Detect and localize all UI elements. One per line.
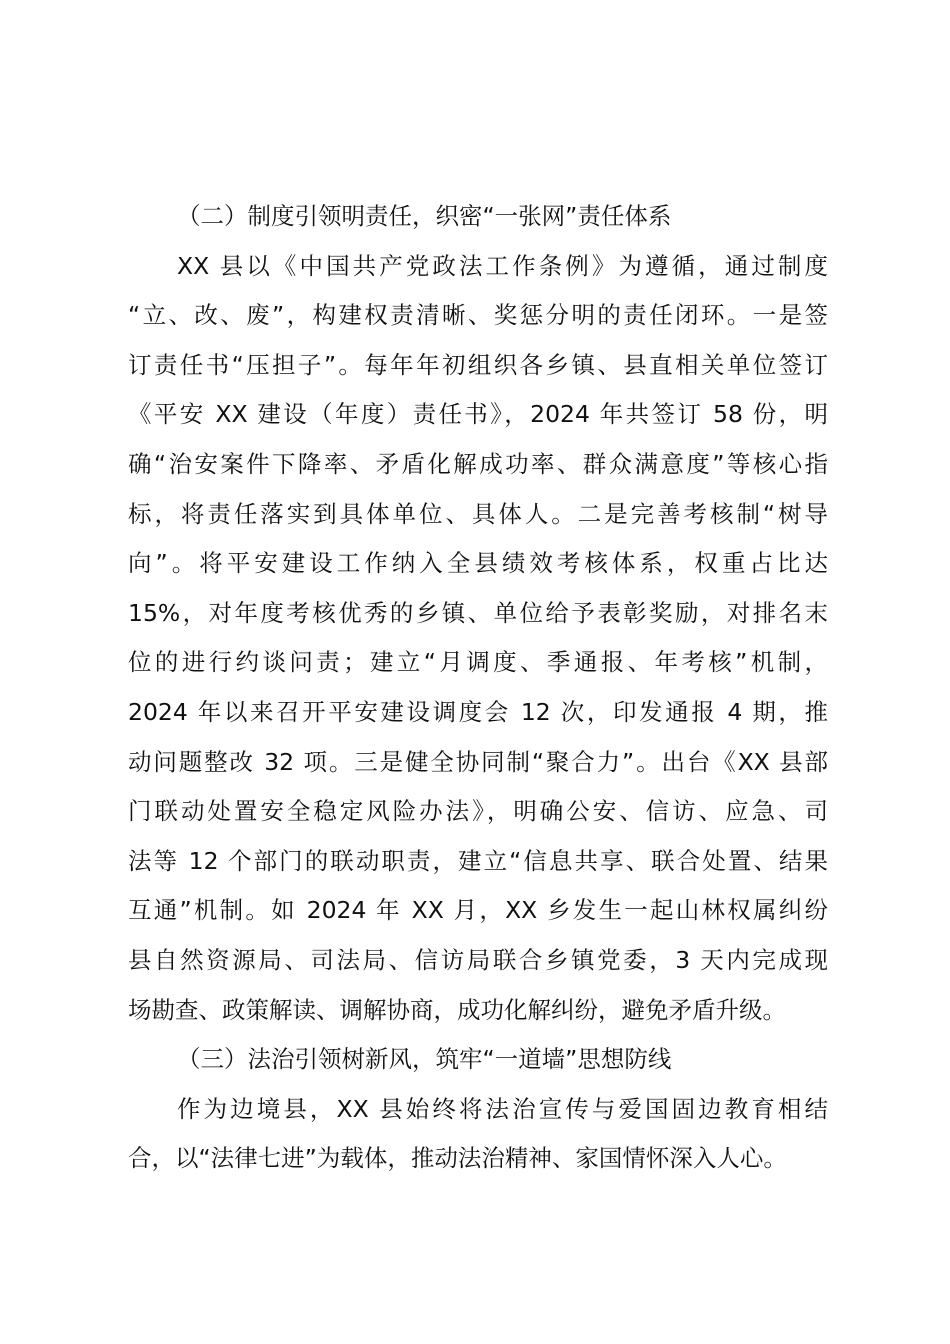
paragraph-line: 确“治安案件下降率、矛盾化解成功率、群众满意度”等核心指 [128, 449, 828, 478]
paragraph-line: 合，以“法律七进”为载体，推动法治精神、家国情怀深入人心。 [128, 1144, 787, 1173]
paragraph-line: 动问题整改 32 项。三是健全协同制“聚合力”。出台《XX 县部 [128, 747, 828, 776]
paragraph-line: 县自然资源局、司法局、信访局联合乡镇党委，3 天内完成现 [128, 945, 828, 974]
paragraph-line: 作为边境县，XX 县始终将法治宣传与爱国固边教育相结 [177, 1094, 828, 1123]
paragraph-line: 位的进行约谈问责；建立“月调度、季通报、年考核”机制， [128, 648, 828, 677]
paragraph-line: 门联动处置安全稳定风险办法》，明确公安、信访、应急、司 [128, 797, 828, 826]
paragraph-line: 标，将责任落实到具体单位、具体人。二是完善考核制“树导 [128, 499, 828, 528]
paragraph-line: 互通”机制。如 2024 年 XX 月，XX 乡发生一起山林权属纠纷 [128, 896, 828, 925]
document-page [128, 192, 828, 1184]
paragraph-line: 订责任书“压担子”。每年年初组织各乡镇、县直相关单位签订 [128, 350, 828, 379]
paragraph-line: 法等 12 个部门的联动职责，建立“信息共享、联合处置、结果 [128, 846, 828, 875]
section-heading-3: （三）法治引领树新风，筑牢“一道墙”思想防线 [177, 1045, 672, 1074]
paragraph-line: “立、改、废”，构建权责清晰、奖惩分明的责任闭环。一是签 [128, 301, 828, 330]
paragraph-line: 2024 年以来召开平安建设调度会 12 次，印发通报 4 期，推 [128, 697, 828, 726]
section-heading-2: （二）制度引领明责任，织密“一张网”责任体系 [177, 202, 672, 230]
paragraph-line: XX 县以《中国共产党政法工作条例》为遵循，通过制度 [177, 251, 828, 280]
paragraph-line: 场勘查、政策解读、调解协商，成功化解纠纷，避免矛盾升级。 [128, 995, 786, 1024]
paragraph-line: 向”。将平安建设工作纳入全县绩效考核体系，权重占比达 [128, 549, 828, 578]
paragraph-line: 《平安 XX 建设（年度）责任书》，2024 年共签订 58 份，明 [128, 400, 828, 429]
paragraph-line: 15%，对年度考核优秀的乡镇、单位给予表彰奖励，对排名末 [128, 598, 828, 627]
